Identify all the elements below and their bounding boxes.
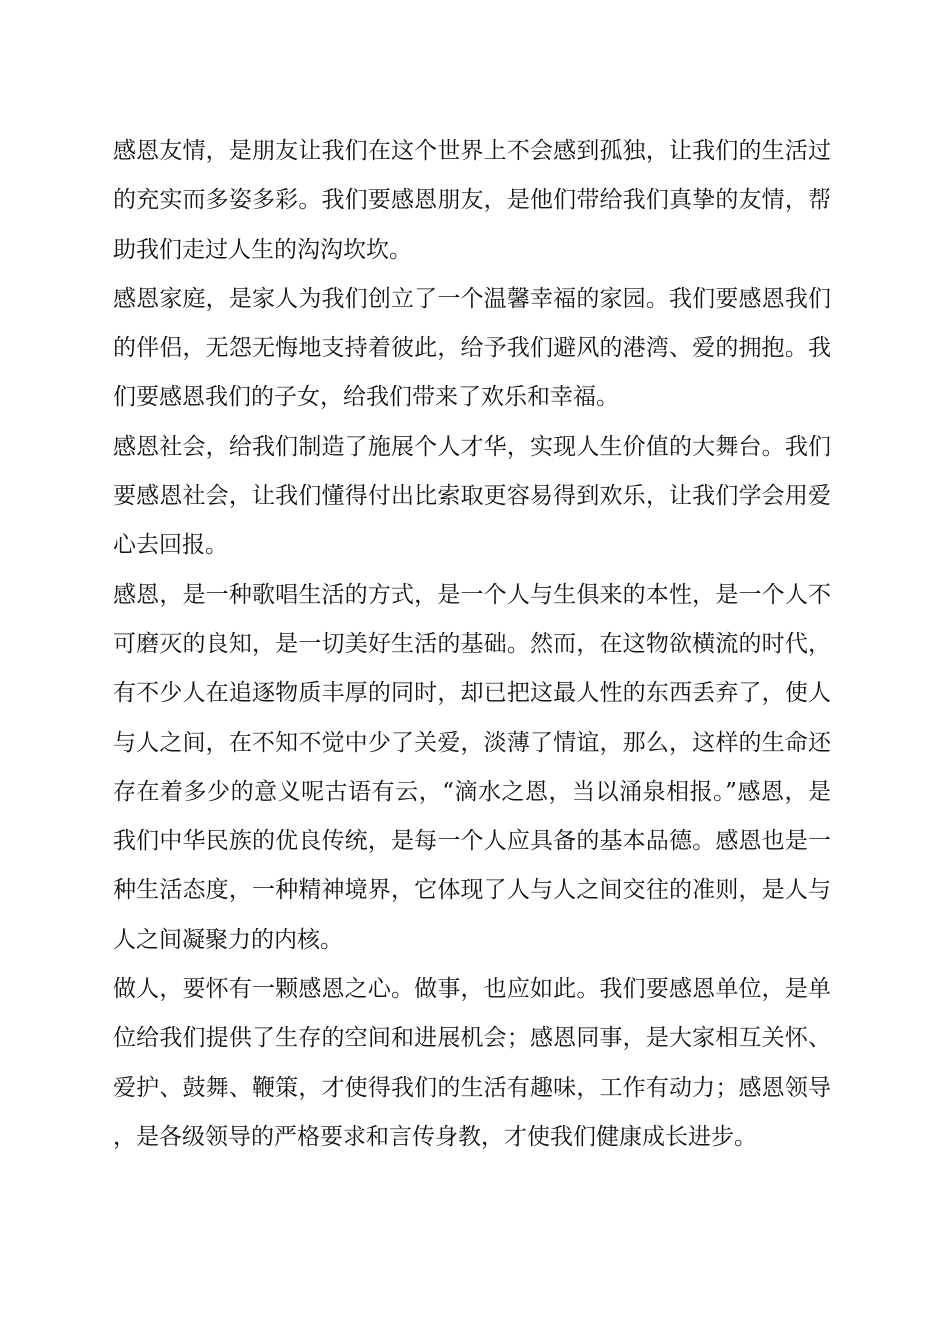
paragraph-society: 感恩社会，给我们制造了施展个人才华，实现人生价值的大舞台。我们要感恩社会，让我们懂得付出比索取更容易得到欢乐，让我们学会用爱心去回报。 bbox=[113, 433, 831, 559]
paragraph-friendship: 感恩友情，是朋友让我们在这个世界上不会感到孤独，让我们的生活过的充实而多姿多彩。我们要感恩朋友，是他们带给我们真挚的友情，帮助我们走过人生的沟沟坎坎。 bbox=[113, 138, 831, 263]
document-page bbox=[113, 127, 831, 1162]
paragraph-work: 做人，要怀有一颗感恩之心。做事，也应如此。我们要感恩单位，是单位给我们提供了生存的空间和进展机会；感恩同事，是大家相互关怀、爱护、鼓舞、鞭策，才使得我们的生活有趣味，工作有动力；感恩领导，是各级领导的严格要求和言传身教，才使我们健康成长进步。 bbox=[113, 976, 831, 1150]
paragraph-gratitude: 感恩，是一种歌唱生活的方式，是一个人与生俱来的本性，是一个人不可磨灭的良知，是一切美好生活的基础。然而，在这物欲横流的时代，有不少人在追逐物质丰厚的同时，却已把这最人性的东西丢弃了，使人与人之间，在不知不觉中少了关爱，淡薄了情谊，那么，这样的生命还存在着多少的意义呢古语有云，“滴水之恩，当以涌泉相报。”感恩，是我们中华民族的优良传统，是每一个人应具备的基本品德。感恩也是一种生活态度，一种精神境界，它体现了人与人之间交往的准则，是人与人之间凝聚力的内核。 bbox=[113, 581, 831, 953]
paragraph-family: 感恩家庭，是家人为我们创立了一个温馨幸福的家园。我们要感恩我们的伴侣，无怨无悔地支持着彼此，给予我们避风的港湾、爱的拥抱。我们要感恩我们的子女，给我们带来了欢乐和幸福。 bbox=[113, 285, 831, 411]
